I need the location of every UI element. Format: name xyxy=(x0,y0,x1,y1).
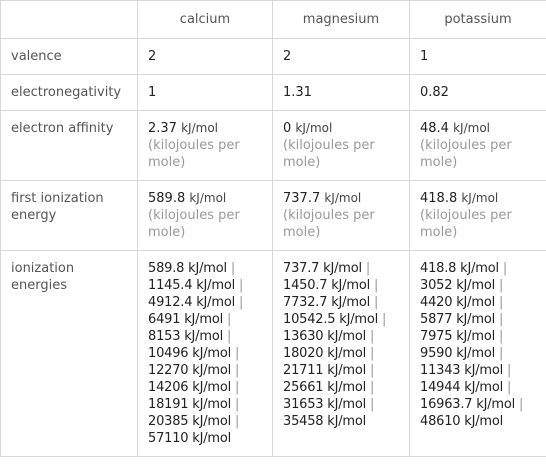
list-separator: | xyxy=(498,312,504,327)
ionization-energy-value: 14944 kJ/mol xyxy=(420,380,504,395)
ionization-energy-value: 25661 kJ/mol xyxy=(283,380,367,395)
row-label-valence: valence xyxy=(1,39,138,75)
table-row-electronegativity xyxy=(1,75,546,111)
cell-first-ionization-magnesium xyxy=(273,181,410,251)
ionization-energy-value: 12270 kJ/mol xyxy=(148,363,232,378)
unit-text: kJ/mol xyxy=(461,191,499,205)
ionization-energy-value: 13630 kJ/mol xyxy=(283,329,367,344)
ionization-energy-value: 1145.4 kJ/mol xyxy=(148,278,235,293)
corner-header xyxy=(1,1,138,39)
cell-ionization-energies-calcium xyxy=(138,251,273,457)
cell-electronegativity-potassium: 0.82 xyxy=(410,75,546,111)
cell-electronegativity-magnesium: 1.31 xyxy=(273,75,410,111)
column-header-magnesium: magnesium xyxy=(273,1,410,39)
cell-electronegativity-calcium: 1 xyxy=(138,75,273,111)
ionization-energy-value: 18191 kJ/mol xyxy=(148,397,232,412)
column-header-potassium: potassium xyxy=(410,1,546,39)
list-separator: | xyxy=(498,329,504,344)
list-separator: | xyxy=(370,397,375,412)
value-text: 2.37 xyxy=(148,121,177,136)
list-separator: | xyxy=(370,380,375,395)
value-text: 737.7 xyxy=(283,191,321,206)
ionization-energy-value: 737.7 kJ/mol xyxy=(283,261,362,276)
row-label-first-ionization-energy: first ionization energy xyxy=(1,181,138,251)
ionization-energy-value: 21711 kJ/mol xyxy=(283,363,367,378)
cell-ionization-energies-potassium xyxy=(410,251,546,457)
ionization-energy-value: 11343 kJ/mol xyxy=(420,363,504,378)
unit-text: kJ/mol xyxy=(181,121,218,135)
value-text: 589.8 xyxy=(148,191,186,206)
list-separator: | xyxy=(370,346,375,361)
row-label-electronegativity: electronegativity xyxy=(1,75,138,111)
ionization-energy-value: 31653 kJ/mol xyxy=(283,397,367,412)
ionization-energy-value: 16963.7 kJ/mol xyxy=(420,397,516,412)
ionization-energy-value: 4912.4 kJ/mol xyxy=(148,295,235,310)
ionization-energy-value: 10496 kJ/mol xyxy=(148,346,232,361)
list-separator: | xyxy=(498,295,504,310)
unit-text: kJ/mol xyxy=(324,191,362,205)
list-separator: | xyxy=(507,363,512,378)
header-row xyxy=(1,1,546,39)
unit-text: kJ/mol xyxy=(295,121,333,135)
list-separator: | xyxy=(373,278,379,293)
value-text: 48.4 xyxy=(420,121,449,136)
list-separator: | xyxy=(226,312,232,327)
list-separator: | xyxy=(519,397,524,412)
unit-note: (kilojoules per mole) xyxy=(283,138,375,170)
list-separator: | xyxy=(235,363,240,378)
ionization-energy-value: 4420 kJ/mol xyxy=(420,295,495,310)
cell-first-ionization-calcium xyxy=(138,181,273,251)
list-separator: | xyxy=(235,346,240,361)
cell-electron-affinity-magnesium xyxy=(273,111,410,181)
unit-note: (kilojoules per mole) xyxy=(420,208,512,240)
ionization-energy-value: 8153 kJ/mol xyxy=(148,329,223,344)
unit-note: (kilojoules per mole) xyxy=(148,208,240,240)
cell-electron-affinity-calcium xyxy=(138,111,273,181)
list-separator: | xyxy=(230,261,236,276)
ionization-energy-value: 418.8 kJ/mol xyxy=(420,261,499,276)
ionization-energy-value: 3052 kJ/mol xyxy=(420,278,495,293)
ionization-energy-value: 35458 kJ/mol xyxy=(283,414,367,429)
ionization-energy-value: 18020 kJ/mol xyxy=(283,346,367,361)
list-separator: | xyxy=(238,278,244,293)
list-separator: | xyxy=(226,329,232,344)
unit-note: (kilojoules per mole) xyxy=(148,138,240,170)
ionization-energy-value: 57110 kJ/mol xyxy=(148,431,232,446)
list-separator: | xyxy=(235,397,240,412)
ionization-energy-value: 14206 kJ/mol xyxy=(148,380,232,395)
list-separator: | xyxy=(365,261,371,276)
row-label-electron-affinity: electron affinity xyxy=(1,111,138,181)
table-row-ionization-energies xyxy=(1,251,546,457)
table-row-electron-affinity xyxy=(1,111,546,181)
ionization-energy-value: 7732.7 kJ/mol xyxy=(283,295,370,310)
cell-valence-potassium: 1 xyxy=(410,39,546,75)
list-separator: | xyxy=(498,346,504,361)
table-row-first-ionization-energy xyxy=(1,181,546,251)
cell-valence-calcium: 2 xyxy=(138,39,273,75)
value-text: 418.8 xyxy=(420,191,458,206)
row-label-ionization-energies: ionization energies xyxy=(1,251,138,457)
ionization-energy-value: 1450.7 kJ/mol xyxy=(283,278,370,293)
ionization-energy-value: 6491 kJ/mol xyxy=(148,312,223,327)
cell-first-ionization-potassium xyxy=(410,181,546,251)
list-separator: | xyxy=(370,363,375,378)
table-row-valence xyxy=(1,39,546,75)
cell-ionization-energies-magnesium xyxy=(273,251,410,457)
list-separator: | xyxy=(498,278,504,293)
list-separator: | xyxy=(507,380,512,395)
column-header-calcium: calcium xyxy=(138,1,273,39)
unit-text: kJ/mol xyxy=(189,191,227,205)
cell-valence-magnesium: 2 xyxy=(273,39,410,75)
ionization-energy-value: 20385 kJ/mol xyxy=(148,414,232,429)
ionization-energy-value: 9590 kJ/mol xyxy=(420,346,495,361)
unit-note: (kilojoules per mole) xyxy=(283,208,375,240)
list-separator: | xyxy=(382,312,387,327)
list-separator: | xyxy=(502,261,508,276)
list-separator: | xyxy=(370,329,375,344)
ionization-energy-value: 48610 kJ/mol xyxy=(420,414,504,429)
cell-electron-affinity-potassium xyxy=(410,111,546,181)
unit-note: (kilojoules per mole) xyxy=(420,138,512,170)
list-separator: | xyxy=(235,380,240,395)
list-separator: | xyxy=(373,295,379,310)
ionization-energy-value: 7975 kJ/mol xyxy=(420,329,495,344)
list-separator: | xyxy=(238,295,244,310)
ionization-energy-value: 5877 kJ/mol xyxy=(420,312,495,327)
list-separator: | xyxy=(235,414,240,429)
ionization-energy-value: 589.8 kJ/mol xyxy=(148,261,227,276)
ionization-energy-value: 10542.5 kJ/mol xyxy=(283,312,379,327)
unit-text: kJ/mol xyxy=(453,121,490,135)
value-text: 0 xyxy=(283,121,292,136)
